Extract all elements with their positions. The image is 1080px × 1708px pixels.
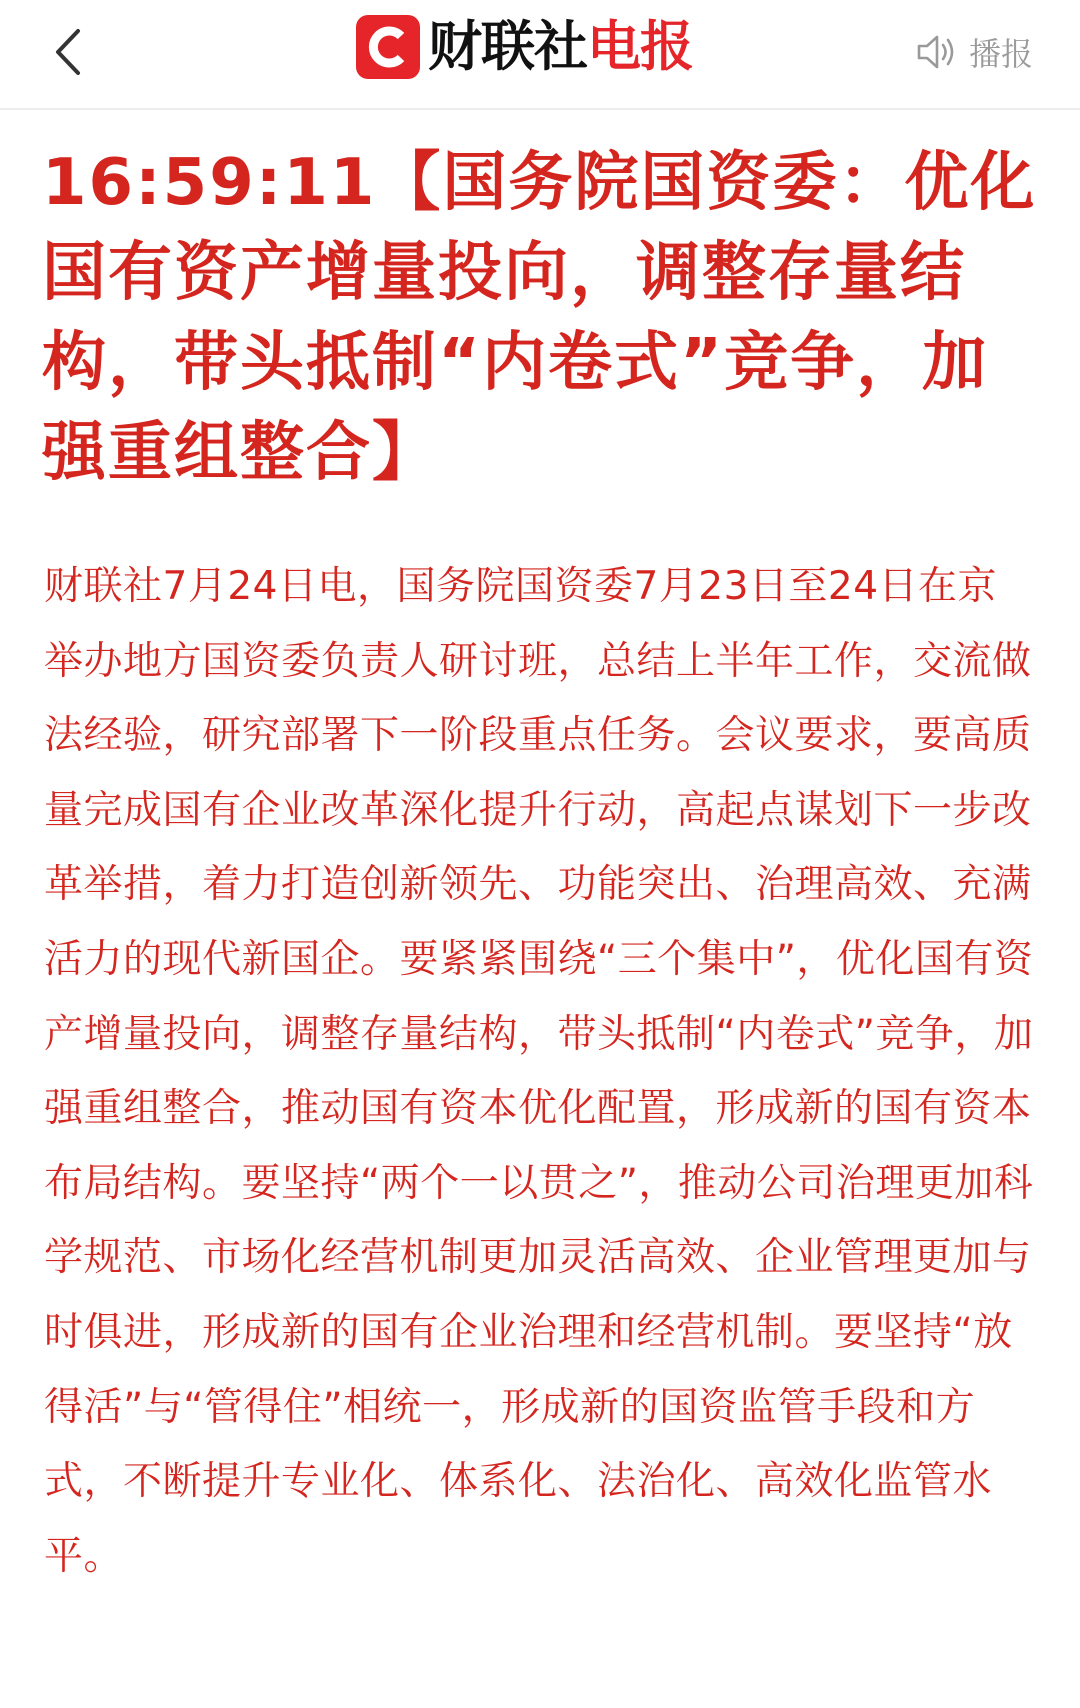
logo-c-icon: [365, 24, 411, 70]
play-label: 播报: [969, 35, 1034, 73]
logo-text-telegraph: 电报: [587, 15, 693, 78]
logo-text-brand: 财联社: [428, 15, 587, 78]
cls-telegraph-logo: [356, 12, 693, 82]
back-button[interactable]: [38, 20, 98, 84]
logo-text: [428, 12, 693, 82]
article-body: 财联社7月24日电，国务院国资委7月23日至24日在京举办地方国资委负责人研讨班，总结上半年工作，交流做法经验，研究部署下一阶段重点任务。会议要求，要高质量完成国有企业改革深化提升行动，高起点谋划下一步改革举措，着力打造创新领先、功能突出、治理高效、充满活力的现代新国企。要紧紧围绕“三个集中”，优化国有资产增量投向，调整存量结构，带头抵制“内卷式”竞争，加强重组整合，推动国有资本优化配置，形成新的国有资本布局结构。要坚持“两个一以贯之”，推动公司治理更加科学规范、市场化经营机制更加灵活高效、企业管理更加与时俱进，形成新的国有企业治理和经营机制。要坚持“放得活”与“管得住”相统一，形成新的国资监管手段和方式，不断提升专业化、体系化、法治化、高效化监管水平。: [44, 564, 1034, 1579]
play-audio-button[interactable]: [915, 22, 1033, 82]
top-nav-bar: [0, 0, 1080, 110]
speaker-icon: [915, 32, 959, 72]
logo-mark: [356, 15, 420, 79]
chevron-left-icon: [52, 27, 84, 77]
article-headline: 16:59:11【国务院国资委：优化国有资产增量投向，调整存量结构，带头抵制“内卷式”竞争，加强重组整合】: [42, 146, 1037, 490]
